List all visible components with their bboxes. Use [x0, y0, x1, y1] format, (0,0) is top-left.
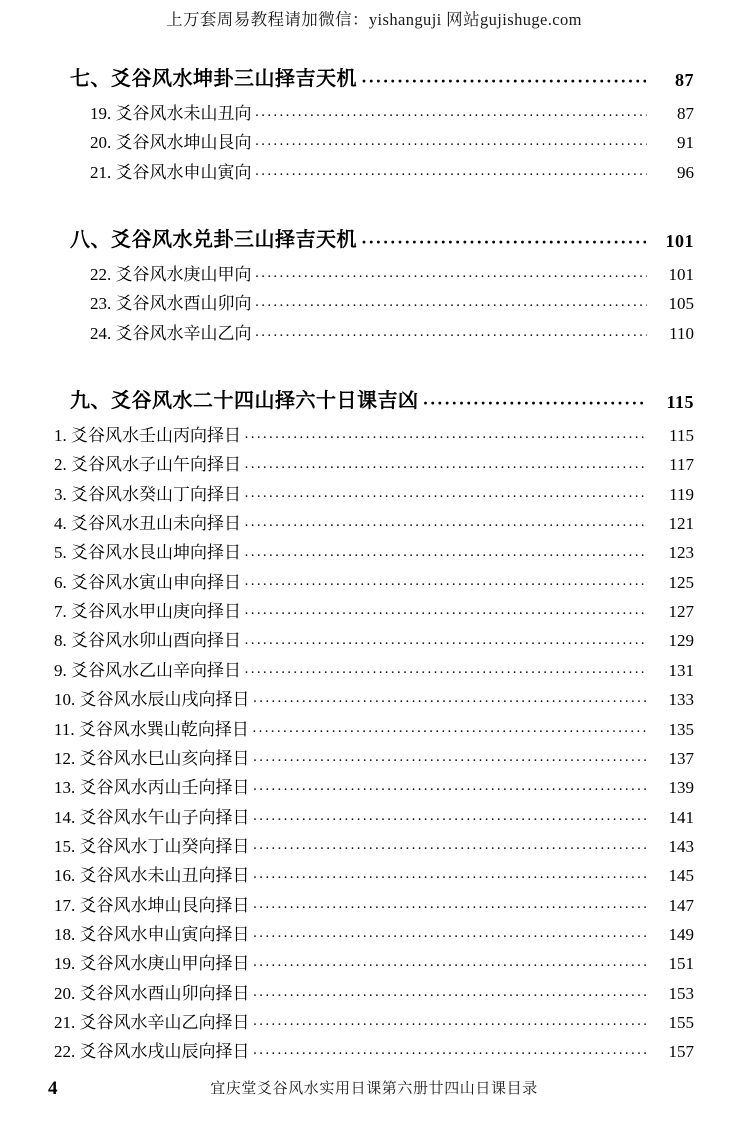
toc-leader-dots: [255, 142, 648, 156]
toc-entry-page: 147: [668, 895, 694, 915]
toc-leader-dots: [253, 1021, 648, 1035]
toc-entry-page: 123: [668, 543, 694, 563]
toc-group-spacer: [54, 350, 694, 360]
toc-entry-page: 135: [668, 719, 694, 739]
toc-section-page: 101: [665, 231, 694, 252]
toc-entry-page: 155: [668, 1012, 694, 1032]
toc-entry-row[interactable]: [54, 863, 694, 889]
toc-entry-page: 145: [668, 866, 694, 886]
toc-entry-page: 96: [677, 162, 694, 182]
toc-entry-page: 127: [668, 602, 694, 622]
toc-entry-row[interactable]: [54, 570, 694, 596]
toc-leader-dots: [244, 464, 647, 478]
toc-section-title: 七、爻谷风水坤卦三山择吉天机: [70, 68, 357, 90]
toc-section-page: 115: [666, 392, 694, 413]
toc-section-title: 八、爻谷风水兑卦三山择吉天机: [70, 229, 357, 252]
toc-entry-row[interactable]: [54, 658, 694, 684]
toc-entry-label: 22. 爻谷风水庚山甲向: [90, 265, 252, 285]
toc-leader-dots: [253, 757, 648, 771]
toc-entry-row[interactable]: [54, 1039, 694, 1065]
toc-entry-row[interactable]: [54, 291, 694, 317]
toc-entry-page: 151: [668, 954, 694, 974]
toc-entry-page: 117: [669, 455, 694, 475]
toc-entry-page: 110: [669, 323, 694, 343]
toc-entry-page: 139: [668, 778, 694, 798]
toc-entry-row[interactable]: [54, 160, 694, 186]
toc-section-row[interactable]: [54, 223, 694, 252]
toc-entry-row[interactable]: [54, 687, 694, 713]
toc-entry-page: 105: [668, 294, 694, 314]
toc-entry-label: 4. 爻谷风水丑山未向择日: [54, 514, 241, 534]
toc-entry-label: 22. 爻谷风水戌山辰向择日: [54, 1042, 250, 1062]
toc-entry-page: 149: [668, 924, 694, 944]
page-number: 4: [48, 1078, 58, 1099]
toc-entry-label: 15. 爻谷风水丁山癸向择日: [54, 836, 250, 856]
toc-entry-page: 131: [668, 660, 694, 680]
toc-entry-label: 13. 爻谷风水丙山壬向择日: [54, 778, 250, 798]
toc-leader-dots: [244, 522, 647, 536]
toc-leader-dots: [253, 816, 648, 830]
toc-entry-label: 1. 爻谷风水壬山丙向择日: [54, 426, 241, 446]
toc-entry-label: 5. 爻谷风水艮山坤向择日: [54, 543, 241, 563]
toc-entry-label: 19. 爻谷风水庚山甲向择日: [54, 954, 250, 974]
toc-entry-page: 143: [668, 836, 694, 856]
toc-entry-row[interactable]: [54, 321, 694, 347]
toc-entry-row[interactable]: [54, 130, 694, 156]
toc-entry-label: 16. 爻谷风水未山丑向择日: [54, 866, 250, 886]
toc-leader-dots: [423, 395, 647, 411]
toc-entry-row[interactable]: [54, 423, 694, 449]
toc-entry-row[interactable]: [54, 922, 694, 948]
toc-group-spacer: [54, 189, 694, 199]
toc-entry-row[interactable]: [54, 717, 694, 743]
page-footer: [0, 1076, 748, 1102]
toc-leader-dots: [253, 845, 648, 859]
toc-leader-dots: [255, 112, 648, 126]
toc-entry-row[interactable]: [54, 628, 694, 654]
toc-entry-row[interactable]: [54, 540, 694, 566]
toc-entry-label: 17. 爻谷风水坤山艮向择日: [54, 895, 250, 915]
toc-entry-label: 19. 爻谷风水未山丑向: [90, 104, 252, 123]
toc-entry-page: 125: [668, 572, 694, 592]
toc-entry-label: 20. 爻谷风水酉山卯向择日: [54, 983, 250, 1003]
toc-leader-dots: [252, 728, 647, 742]
running-title: 宜庆堂爻谷风水实用日课第六册廿四山日课目录: [210, 1081, 538, 1097]
toc-entry-label: 20. 爻谷风水坤山艮向: [90, 133, 252, 153]
toc-entry-row[interactable]: [54, 746, 694, 772]
toc-leader-dots: [244, 581, 647, 595]
toc-leader-dots: [244, 552, 647, 566]
toc-entry-page: 157: [668, 1042, 694, 1062]
toc-entry-page: 87: [677, 104, 694, 123]
toc-entry-label: 24. 爻谷风水辛山乙向: [90, 323, 252, 343]
toc-leader-dots: [244, 493, 647, 507]
toc-entry-page: 137: [668, 748, 694, 768]
toc-entry-label: 10. 爻谷风水辰山戌向择日: [54, 690, 250, 710]
toc-entry-label: 8. 爻谷风水卯山酉向择日: [54, 631, 241, 651]
toc-entry-label: 21. 爻谷风水辛山乙向择日: [54, 1012, 250, 1032]
watermark-text: 上万套周易教程请加微信：yishanguji 网站gujishuge.com: [166, 10, 582, 29]
toc-leader-dots: [244, 434, 647, 448]
toc-entry-row[interactable]: [54, 482, 694, 508]
toc-entry-page: 91: [677, 133, 694, 153]
toc-leader-dots: [253, 787, 648, 801]
toc-entry-label: 9. 爻谷风水乙山辛向择日: [54, 660, 241, 680]
toc-entry-row[interactable]: [54, 893, 694, 919]
toc-leader-dots: [244, 610, 647, 624]
toc-entry-row[interactable]: [54, 1010, 694, 1036]
toc-entry-row[interactable]: [54, 775, 694, 801]
toc-entry-label: 18. 爻谷风水申山寅向择日: [54, 924, 250, 944]
toc-entry-label: 23. 爻谷风水酉山卯向: [90, 294, 252, 314]
toc-entry-label: 6. 爻谷风水寅山申向择日: [54, 572, 241, 592]
toc-section-page: 87: [675, 70, 694, 90]
toc-leader-dots: [361, 73, 646, 89]
toc-entry-label: 3. 爻谷风水癸山丁向择日: [54, 484, 241, 504]
toc-section-row[interactable]: [54, 62, 694, 91]
toc-entry-row[interactable]: [54, 981, 694, 1007]
toc-entry-row[interactable]: [54, 262, 694, 288]
toc-leader-dots: [253, 933, 648, 947]
toc-leader-dots: [255, 303, 648, 317]
toc-leader-dots: [253, 699, 648, 713]
toc-leader-dots: [255, 332, 648, 346]
toc-entry-page: 119: [669, 484, 694, 504]
toc-entry-label: 12. 爻谷风水巳山亥向择日: [54, 748, 250, 768]
toc-leader-dots: [253, 963, 648, 977]
toc-entry-page: 129: [668, 631, 694, 651]
toc-entry-label: 21. 爻谷风水申山寅向: [90, 162, 252, 182]
toc-entry-label: 7. 爻谷风水甲山庚向择日: [54, 602, 241, 622]
toc-leader-dots: [244, 669, 647, 683]
toc-section-title: 九、爻谷风水二十四山择六十日课吉凶: [70, 390, 419, 413]
toc-entry-label: 2. 爻谷风水子山午向择日: [54, 455, 241, 475]
toc-entry-row[interactable]: [54, 951, 694, 977]
toc-entry-page: 141: [668, 807, 694, 827]
toc-entry-row[interactable]: [54, 101, 694, 127]
toc-entry-row[interactable]: [54, 805, 694, 831]
toc-entry-page: 153: [668, 983, 694, 1003]
table-of-contents: [54, 62, 694, 1079]
toc-leader-dots: [255, 171, 648, 185]
toc-entry-page: 115: [669, 426, 694, 446]
toc-leader-dots: [253, 992, 648, 1006]
toc-entry-page: 121: [668, 514, 694, 534]
toc-entry-row[interactable]: [54, 834, 694, 860]
toc-entry-page: 133: [668, 690, 694, 710]
toc-leader-dots: [361, 234, 646, 250]
toc-leader-dots: [255, 273, 648, 287]
toc-entry-row[interactable]: [54, 452, 694, 478]
toc-entry-label: 11. 爻谷风水巽山乾向择日: [54, 719, 249, 739]
toc-entry-row[interactable]: [54, 511, 694, 537]
toc-section-row[interactable]: [54, 384, 694, 413]
toc-leader-dots: [253, 875, 648, 889]
toc-leader-dots: [244, 640, 647, 654]
toc-leader-dots: [253, 1051, 648, 1065]
toc-leader-dots: [253, 904, 648, 918]
toc-entry-page: 101: [668, 265, 694, 285]
toc-entry-row[interactable]: [54, 599, 694, 625]
toc-entry-label: 14. 爻谷风水午山子向择日: [54, 807, 250, 827]
